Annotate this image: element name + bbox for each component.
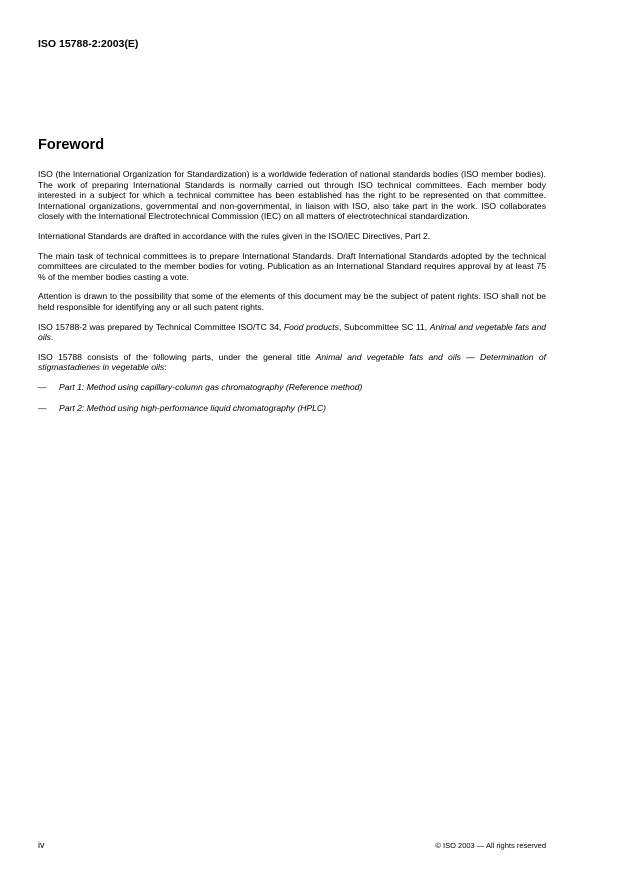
parts-intro-text: ISO 15788 consists of the following parts, under the general title	[38, 351, 316, 362]
period: .	[50, 332, 54, 343]
committee-name: Food products	[283, 321, 339, 332]
list-item	[38, 382, 546, 393]
paragraph-directives: International Standards are drafted in accordance with the rules given in the ISO/IEC Directives, Part 2.	[38, 230, 431, 241]
paragraph-committee-task: The main task of technical committees is to prepare International Standards. Draft International Standards adopted by the technical committees are circulated to the member bodies for voting. Publication as an International Standard requires approval by at least 75 % of the member bodies casting a vote.	[38, 250, 546, 282]
foreword-body	[38, 169, 546, 423]
list-item	[38, 403, 546, 414]
copyright-notice: © ISO 2003 — All rights reserved	[435, 841, 546, 850]
prepared-by-text: ISO 15788-2 was prepared by Technical Committee ISO/TC 34,	[38, 321, 284, 332]
paragraph-patent-rights: Attention is drawn to the possibility that some of the elements of this document may be the subject of patent rights. ISO shall not be held responsible for identifying any or all such patent rights.	[38, 291, 546, 312]
dash-bullet: —	[38, 381, 47, 392]
paragraph-parts-intro	[38, 352, 546, 373]
subcommittee-text: , Subcommittee SC 11,	[338, 321, 430, 332]
part-2-title: Part 2: Method using high-performance liquid chromatography (HPLC)	[59, 402, 327, 413]
document-id-header: ISO 15788-2:2003(E)	[38, 38, 139, 50]
subcommittee-name: Animal and vegetable fats and oils	[38, 321, 546, 343]
general-title: Animal and vegetable fats and oils — Determination of stigmastadienes in vegetable oils	[38, 351, 546, 373]
page-number: iv	[38, 840, 45, 850]
dash-bullet: —	[38, 402, 47, 413]
paragraph-iso-description: ISO (the International Organization for Standardization) is a worldwide federation of national standards bodies (ISO member bodies). The work of preparing International Standards is normally carried out through ISO technical committees. Each member body interested in a subject for which a technical committee has been established has the right to be represented on that committee. International organizations, governmental and non-governmental, in liaison with ISO, also take part in the work. ISO collaborates closely with the International Electrotechnical Commission (IEC) on all matters of electrotechnical standardization.	[38, 169, 546, 222]
part-1-title: Part 1: Method using capillary-column gas chromatography (Reference method)	[59, 381, 363, 392]
page-title: Foreword	[38, 137, 105, 153]
paragraph-prepared-by	[38, 322, 546, 343]
colon: :	[164, 362, 167, 373]
